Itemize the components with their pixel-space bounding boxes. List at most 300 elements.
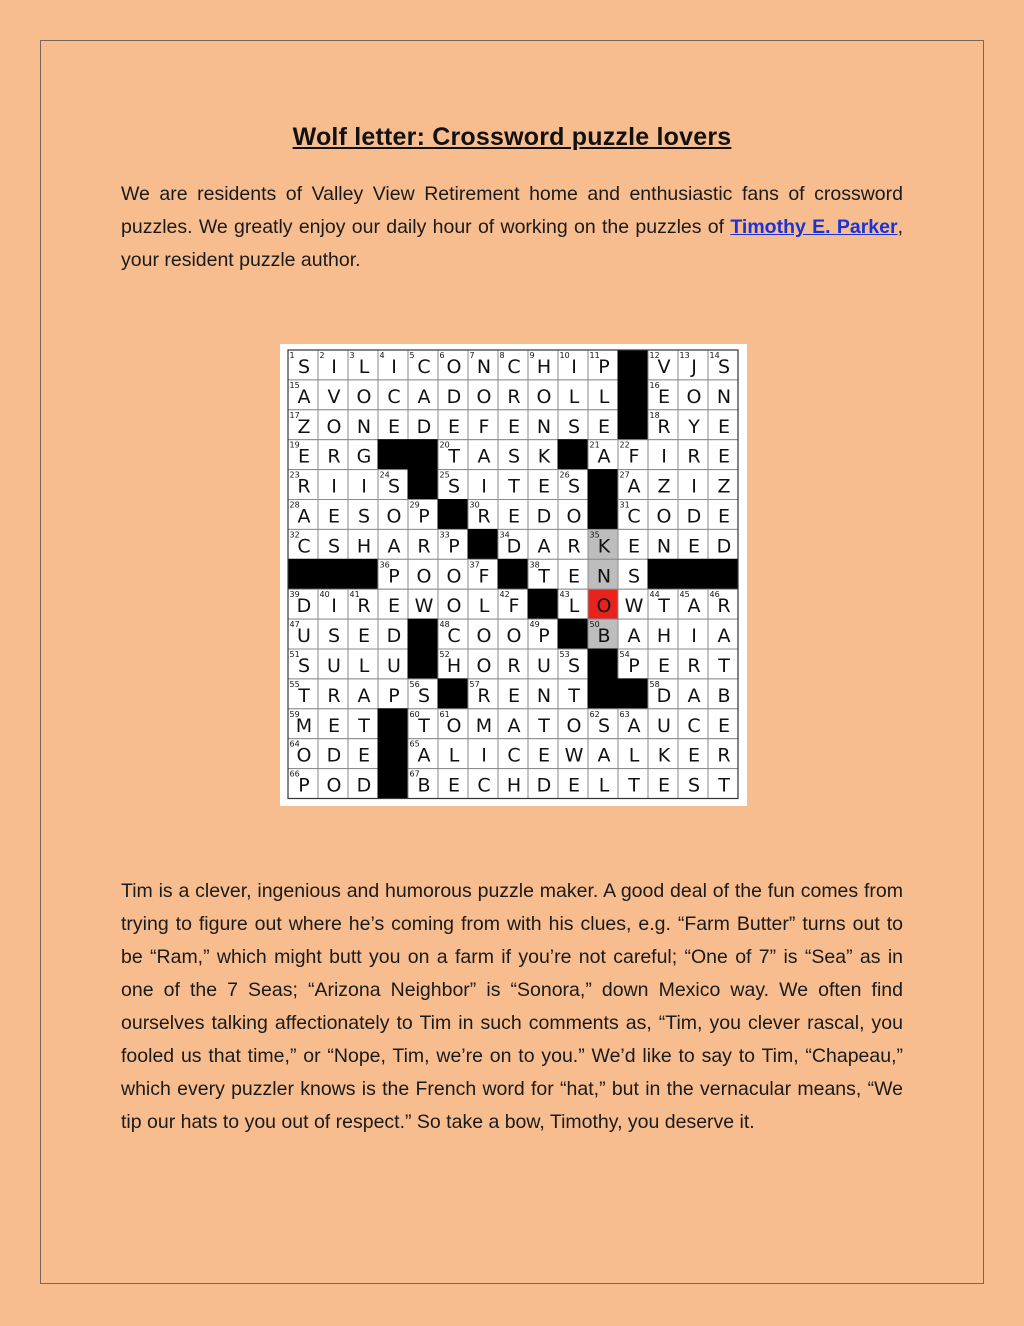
crossword-letter: O xyxy=(326,774,342,797)
clue-number: 45 xyxy=(679,590,690,600)
crossword-letter: C xyxy=(477,774,491,797)
crossword-letter: P xyxy=(448,535,460,558)
crossword-letter: L xyxy=(628,744,640,767)
crossword-letter: L xyxy=(448,744,460,767)
clue-number: 59 xyxy=(289,709,300,719)
clue-number: 48 xyxy=(439,620,450,630)
clue-number: 43 xyxy=(559,590,570,600)
crossword-block xyxy=(498,559,528,589)
crossword-letter: I xyxy=(661,445,667,468)
crossword-letter: D xyxy=(386,625,402,648)
crossword-letter: A xyxy=(687,684,701,707)
crossword-letter: F xyxy=(478,565,490,588)
crossword-letter: R xyxy=(717,744,731,767)
crossword-letter: T xyxy=(538,714,550,737)
crossword-letter: I xyxy=(691,625,697,648)
clue-number: 52 xyxy=(439,650,450,659)
crossword-letter: E xyxy=(657,385,671,408)
crossword-block xyxy=(408,649,438,679)
clue-number: 28 xyxy=(289,500,300,510)
intro-text-end: , your resident puzzle author. xyxy=(121,216,903,271)
crossword-letter: R xyxy=(327,684,341,707)
crossword-block xyxy=(378,440,408,470)
crossword-letter: N xyxy=(536,684,552,707)
clue-number: 9 xyxy=(529,351,535,360)
crossword-letter: I xyxy=(331,595,337,618)
crossword-block xyxy=(588,679,618,709)
crossword-letter: L xyxy=(478,595,490,618)
clue-number: 67 xyxy=(409,769,420,779)
crossword-block xyxy=(528,589,558,619)
crossword-letter: O xyxy=(476,654,492,677)
clue-number: 21 xyxy=(589,440,600,450)
crossword-letter: S xyxy=(327,625,341,648)
crossword-letter: C xyxy=(507,744,521,767)
crossword-letter: U xyxy=(657,714,671,737)
crossword-letter: I xyxy=(361,475,367,498)
crossword-letter: C xyxy=(687,714,701,737)
crossword-letter: J xyxy=(691,355,697,378)
crossword-letter: S xyxy=(597,714,611,737)
author-link[interactable]: Timothy E. Parker xyxy=(730,216,898,238)
crossword-block xyxy=(438,500,468,530)
crossword-block xyxy=(408,619,438,649)
crossword-letter: S xyxy=(297,654,311,677)
crossword-letter: D xyxy=(506,535,522,558)
crossword-letter: S xyxy=(687,774,701,797)
clue-number: 4 xyxy=(379,351,385,360)
clue-number: 62 xyxy=(589,709,600,719)
crossword-letter: E xyxy=(597,415,611,438)
crossword-letter: O xyxy=(326,415,342,438)
clue-number: 29 xyxy=(409,500,420,510)
crossword-block xyxy=(618,410,648,440)
crossword-block xyxy=(408,470,438,500)
crossword-letter: I xyxy=(391,355,397,378)
body-paragraph: Tim is a clever, ingenious and humorous puzzle maker. A good deal of the fun comes from trying to figure out where he’s coming from with his clues, e.g. “Farm Butter” turns out to be “Ram,” which might butt you on a farm if you’re not careful; “One of 7” is “Sea” as in one of the 7 Seas; “Arizona Neighbor” is “Sonora,” down Mexico way. We often find ourselves talking affectionately to Tim in such comments as, “Tim, you clever rascal, you fooled us that time,” or “Nope, Tim, we’re on to you.” We’d like to say to Tim, “Chapeau,” which every puzzler knows is the French word for “hat,” but in the vernacular means, “We tip our hats to you out of respect.” So take a bow, Timothy, you deserve it. xyxy=(121,880,903,1133)
crossword-letter: E xyxy=(687,744,701,767)
crossword-letter: C xyxy=(387,385,401,408)
crossword-letter: E xyxy=(447,415,461,438)
crossword-letter: I xyxy=(331,475,337,498)
clue-number: 38 xyxy=(529,560,540,570)
clue-number: 66 xyxy=(289,769,300,779)
crossword-letter: S xyxy=(357,505,371,528)
crossword-letter: D xyxy=(716,535,732,558)
crossword-letter: A xyxy=(597,744,611,767)
clue-number: 24 xyxy=(379,470,390,480)
crossword-letter: T xyxy=(568,684,580,707)
crossword-letter: P xyxy=(418,505,430,528)
crossword-letter: R xyxy=(687,654,701,677)
crossword-letter: T xyxy=(658,595,670,618)
letter-title: Wolf letter: Crossword puzzle lovers xyxy=(292,123,732,151)
crossword-letter: O xyxy=(386,505,402,528)
crossword-block xyxy=(588,500,618,530)
crossword-letter: E xyxy=(717,445,731,468)
crossword-block xyxy=(558,440,588,470)
crossword-letter: S xyxy=(567,475,581,498)
crossword-letter: T xyxy=(358,714,370,737)
crossword-letter: L xyxy=(598,385,610,408)
clue-number: 3 xyxy=(349,351,355,360)
crossword-letter: H xyxy=(356,535,372,558)
crossword-letter: R xyxy=(357,595,371,618)
crossword-letter: B xyxy=(597,625,611,648)
crossword-letter: U xyxy=(297,625,311,648)
clue-number: 20 xyxy=(439,440,450,450)
crossword-letter: E xyxy=(717,714,731,737)
clue-number: 34 xyxy=(499,530,510,540)
clue-number: 8 xyxy=(499,351,505,360)
clue-number: 18 xyxy=(649,410,660,420)
clue-number: 2 xyxy=(319,351,325,360)
crossword-letter: R xyxy=(507,385,521,408)
clue-number: 30 xyxy=(469,500,480,510)
crossword-letter: N xyxy=(476,355,492,378)
crossword-letter: E xyxy=(567,565,581,588)
clue-number: 16 xyxy=(649,380,660,390)
clue-number: 64 xyxy=(289,739,300,749)
crossword-letter: K xyxy=(597,535,611,558)
crossword-letter: O xyxy=(476,625,492,648)
crossword-letter: A xyxy=(297,505,311,528)
crossword-letter: O xyxy=(566,714,582,737)
crossword-letter: R xyxy=(477,505,491,528)
crossword-letter: R xyxy=(297,475,311,498)
crossword-block xyxy=(558,619,588,649)
crossword-letter: P xyxy=(388,565,400,588)
clue-number: 22 xyxy=(619,440,630,450)
crossword-letter: S xyxy=(717,355,731,378)
crossword-letter: F xyxy=(628,445,640,468)
crossword-letter: L xyxy=(568,595,580,618)
crossword-letter: L xyxy=(358,355,370,378)
clue-number: 11 xyxy=(589,351,600,360)
crossword-letter: E xyxy=(507,684,521,707)
crossword-letter: N xyxy=(656,535,672,558)
crossword-letter: E xyxy=(627,535,641,558)
crossword-block xyxy=(708,559,738,589)
crossword-letter: Z xyxy=(657,475,671,498)
crossword-letter: O xyxy=(416,565,432,588)
clue-number: 47 xyxy=(289,620,300,630)
crossword-letter: E xyxy=(507,415,521,438)
crossword-letter: O xyxy=(566,505,582,528)
clue-number: 60 xyxy=(409,709,420,719)
crossword-block xyxy=(378,709,408,739)
crossword-block xyxy=(348,559,378,589)
crossword-letter: R xyxy=(687,445,701,468)
clue-number: 50 xyxy=(589,620,600,630)
crossword-letter: I xyxy=(481,744,487,767)
crossword-letter: D xyxy=(296,595,312,618)
crossword-letter: W xyxy=(414,595,434,618)
crossword-letter: S xyxy=(507,445,521,468)
crossword-letter: F xyxy=(478,415,490,438)
crossword-letter: E xyxy=(387,595,401,618)
crossword-block xyxy=(378,769,408,799)
crossword-letter: O xyxy=(356,385,372,408)
clue-number: 26 xyxy=(559,470,570,480)
crossword-letter: P xyxy=(298,774,310,797)
clue-number: 1 xyxy=(289,351,295,360)
crossword-letter: N xyxy=(596,565,612,588)
crossword-letter: A xyxy=(537,535,551,558)
crossword-letter: O xyxy=(686,385,702,408)
crossword-letter: M xyxy=(295,714,313,737)
clue-number: 35 xyxy=(589,530,600,540)
crossword-letter: O xyxy=(446,355,462,378)
crossword-letter: E xyxy=(387,415,401,438)
crossword-letter: V xyxy=(327,385,341,408)
crossword-letter: P xyxy=(628,654,640,677)
crossword-letter: A xyxy=(687,595,701,618)
crossword-letter: O xyxy=(536,385,552,408)
crossword-letter: D xyxy=(536,505,552,528)
clue-number: 17 xyxy=(289,410,300,420)
crossword-letter: E xyxy=(657,774,671,797)
crossword-letter: P xyxy=(598,355,610,378)
crossword-letter: Z xyxy=(297,415,311,438)
clue-number: 12 xyxy=(649,351,660,360)
crossword-block xyxy=(618,679,648,709)
crossword-letter: D xyxy=(536,774,552,797)
crossword-letter: T xyxy=(538,565,550,588)
crossword-letter: O xyxy=(476,385,492,408)
crossword-letter: C xyxy=(447,625,461,648)
crossword-letter: H xyxy=(536,355,552,378)
crossword-letter: E xyxy=(717,415,731,438)
clue-number: 6 xyxy=(439,351,445,360)
crossword-letter: K xyxy=(537,445,551,468)
intro-paragraph xyxy=(121,178,903,277)
crossword-block xyxy=(588,649,618,679)
clue-number: 46 xyxy=(709,590,720,600)
crossword-letter: R xyxy=(657,415,671,438)
clue-number: 31 xyxy=(619,500,630,510)
clue-number: 37 xyxy=(469,560,480,570)
crossword-block xyxy=(288,559,318,589)
crossword-letter: R xyxy=(717,595,731,618)
clue-number: 58 xyxy=(649,679,660,689)
crossword-block xyxy=(678,559,708,589)
clue-number: 53 xyxy=(559,650,570,659)
clue-number: 10 xyxy=(559,351,570,360)
crossword-block xyxy=(468,529,498,559)
crossword-letter: R xyxy=(327,445,341,468)
crossword-letter: E xyxy=(537,744,551,767)
crossword-letter: C xyxy=(297,535,311,558)
crossword-letter: C xyxy=(507,355,521,378)
clue-number: 54 xyxy=(619,650,630,659)
crossword-letter: H xyxy=(506,774,522,797)
crossword-letter: E xyxy=(357,744,371,767)
crossword-block xyxy=(618,380,648,410)
crossword-letter: A xyxy=(477,445,491,468)
crossword-letter: U xyxy=(387,654,401,677)
crossword-letter: E xyxy=(327,505,341,528)
clue-number: 40 xyxy=(319,590,330,600)
crossword-letter: T xyxy=(298,684,310,707)
crossword-letter: Z xyxy=(717,475,731,498)
crossword-letter: A xyxy=(417,385,431,408)
crossword-letter: A xyxy=(357,684,371,707)
crossword-letter: U xyxy=(537,654,551,677)
clue-number: 39 xyxy=(289,590,300,600)
crossword-letter: T xyxy=(448,445,460,468)
crossword-letter: R xyxy=(567,535,581,558)
clue-number: 41 xyxy=(349,590,360,600)
crossword-letter: S xyxy=(327,535,341,558)
crossword-letter: L xyxy=(598,774,610,797)
crossword-letter: N xyxy=(536,415,552,438)
crossword-letter: E xyxy=(657,654,671,677)
clue-number: 33 xyxy=(439,530,450,540)
clue-number: 13 xyxy=(679,351,690,360)
crossword-letter: C xyxy=(417,355,431,378)
crossword-block xyxy=(588,470,618,500)
crossword-letter: P xyxy=(388,684,400,707)
crossword-letter: I xyxy=(691,475,697,498)
crossword-letter: I xyxy=(571,355,577,378)
crossword-letter: S xyxy=(417,684,431,707)
crossword-letter: R xyxy=(477,684,491,707)
crossword-letter: T xyxy=(508,475,520,498)
crossword-block xyxy=(648,559,678,589)
clue-number: 5 xyxy=(409,351,415,360)
crossword-letter: R xyxy=(417,535,431,558)
crossword-letter: K xyxy=(657,744,671,767)
crossword-letter: E xyxy=(717,505,731,528)
crossword-letter: B xyxy=(417,774,431,797)
crossword-letter: I xyxy=(331,355,337,378)
crossword-letter: L xyxy=(358,654,370,677)
clue-number: 36 xyxy=(379,560,390,570)
crossword-letter: Y xyxy=(688,415,700,438)
crossword-letter: D xyxy=(356,774,372,797)
clue-number: 19 xyxy=(289,440,300,450)
crossword-letter: N xyxy=(356,415,372,438)
clue-number: 25 xyxy=(439,470,450,480)
crossword-letter: H xyxy=(446,654,462,677)
crossword-letter: E xyxy=(327,714,341,737)
crossword-letter: A xyxy=(297,385,311,408)
crossword-letter: A xyxy=(627,625,641,648)
crossword-letter: D xyxy=(656,684,672,707)
crossword-letter: W xyxy=(564,744,584,767)
crossword-letter: O xyxy=(446,714,462,737)
clue-number: 49 xyxy=(529,620,540,630)
crossword-block xyxy=(318,559,348,589)
crossword-puzzle-image xyxy=(280,344,747,806)
crossword-letter: S xyxy=(447,475,461,498)
crossword-letter: B xyxy=(717,684,731,707)
clue-number: 65 xyxy=(409,739,420,749)
clue-number: 23 xyxy=(289,470,300,480)
crossword-letter: C xyxy=(627,505,641,528)
crossword-letter: T xyxy=(718,654,730,677)
clue-number: 56 xyxy=(409,679,420,689)
crossword-letter: D xyxy=(326,744,342,767)
crossword-grid xyxy=(280,344,747,806)
crossword-letter: R xyxy=(507,654,521,677)
crossword-letter: H xyxy=(656,625,672,648)
clue-number: 55 xyxy=(289,679,300,689)
crossword-block xyxy=(618,350,648,380)
crossword-letter: E xyxy=(357,625,371,648)
intro-text: We are residents of Valley View Retirement home and enthusiastic fans of crossword puzzles. We greatly enjoy our daily hour of working on the puzzles of xyxy=(121,183,903,238)
crossword-letter: V xyxy=(657,355,671,378)
crossword-letter: A xyxy=(507,714,521,737)
crossword-letter: S xyxy=(567,654,581,677)
crossword-letter: E xyxy=(447,774,461,797)
clue-number: 14 xyxy=(709,351,720,360)
crossword-letter: G xyxy=(356,445,372,468)
crossword-letter: O xyxy=(506,625,522,648)
crossword-letter: W xyxy=(624,595,644,618)
crossword-letter: A xyxy=(597,445,611,468)
crossword-letter: T xyxy=(418,714,430,737)
crossword-letter: P xyxy=(538,625,550,648)
crossword-letter: E xyxy=(297,445,311,468)
crossword-letter: F xyxy=(508,595,520,618)
crossword-letter: A xyxy=(627,714,641,737)
crossword-letter: A xyxy=(717,625,731,648)
crossword-letter: U xyxy=(327,654,341,677)
crossword-letter: T xyxy=(628,774,640,797)
crossword-letter: O xyxy=(296,744,312,767)
clue-number: 61 xyxy=(439,709,450,719)
crossword-block xyxy=(378,739,408,769)
crossword-letter: T xyxy=(718,774,730,797)
clue-number: 51 xyxy=(289,650,300,659)
crossword-letter: D xyxy=(686,505,702,528)
crossword-letter: S xyxy=(297,355,311,378)
clue-number: 42 xyxy=(499,590,510,600)
crossword-letter: O xyxy=(656,505,672,528)
crossword-letter: A xyxy=(417,744,431,767)
crossword-letter: S xyxy=(627,565,641,588)
crossword-block xyxy=(408,440,438,470)
crossword-letter: S xyxy=(567,415,581,438)
crossword-letter: I xyxy=(481,475,487,498)
crossword-letter: N xyxy=(716,385,732,408)
clue-number: 15 xyxy=(289,380,300,390)
crossword-letter: D xyxy=(416,415,432,438)
clue-number: 63 xyxy=(619,709,630,719)
crossword-letter: L xyxy=(568,385,580,408)
crossword-letter: D xyxy=(446,385,462,408)
crossword-letter: A xyxy=(387,535,401,558)
crossword-letter: O xyxy=(596,595,612,618)
clue-number: 7 xyxy=(469,351,475,360)
clue-number: 44 xyxy=(649,590,660,600)
crossword-letter: E xyxy=(567,774,581,797)
crossword-letter: E xyxy=(537,475,551,498)
crossword-letter: E xyxy=(687,535,701,558)
clue-number: 32 xyxy=(289,530,300,540)
crossword-block xyxy=(438,679,468,709)
crossword-letter: S xyxy=(387,475,401,498)
crossword-letter: O xyxy=(446,565,462,588)
crossword-letter: A xyxy=(627,475,641,498)
clue-number: 27 xyxy=(619,470,630,480)
clue-number: 57 xyxy=(469,679,480,689)
crossword-letter: E xyxy=(507,505,521,528)
crossword-letter: O xyxy=(446,595,462,618)
crossword-letter: M xyxy=(475,714,493,737)
